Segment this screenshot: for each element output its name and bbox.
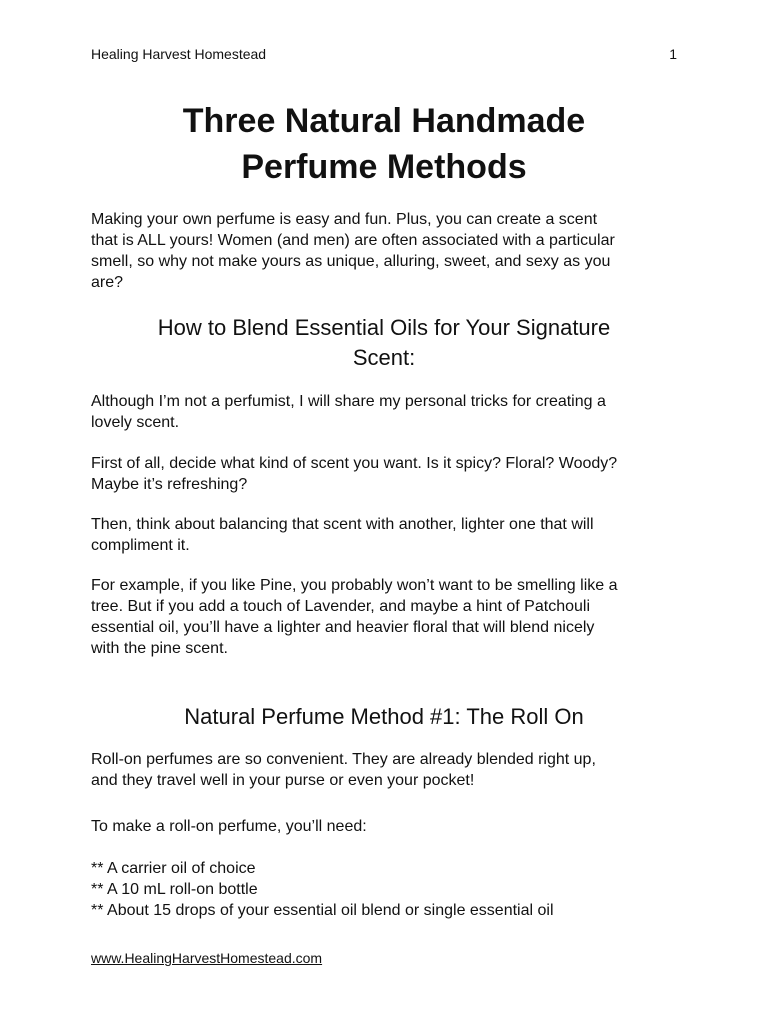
blend-p1-line-1: Although I’m not a perfumist, I will share my personal tricks for creating a <box>91 393 606 410</box>
page-number: 1 <box>669 46 677 62</box>
blend-p4-line-3: essential oil, you’ll have a lighter and heavier floral that will blend nicely <box>91 619 595 636</box>
blend-paragraph-4 <box>91 575 691 659</box>
list-item: ** A carrier oil of choice <box>91 860 256 877</box>
blend-p4-line-4: with the pine scent. <box>91 640 228 657</box>
intro-paragraph <box>91 209 691 293</box>
intro-line-4: are? <box>91 274 124 291</box>
blend-paragraph-1 <box>91 391 691 433</box>
intro-line-2: that is ALL yours! Women (and men) are often associated with a particular <box>91 232 615 249</box>
site-name: Healing Harvest Homestead <box>91 46 267 62</box>
blend-heading-line-2: Scent: <box>352 345 416 370</box>
blend-p2-line-1: First of all, decide what kind of scent you want. Is it spicy? Floral? Woody? <box>91 455 618 472</box>
title-line-1: Three Natural Handmade <box>182 102 586 140</box>
page-header <box>91 46 677 62</box>
blend-p4-line-2: tree. But if you add a touch of Lavender, and maybe a hint of Patchouli <box>91 598 590 615</box>
roll-on-paragraph-1 <box>91 749 691 791</box>
roll-on-heading: Natural Perfume Method #1: The Roll On <box>184 704 584 729</box>
blend-p1-line-2: lovely scent. <box>91 414 180 431</box>
blend-p3-line-2: compliment it. <box>91 537 190 554</box>
blend-p4-line-1: For example, if you like Pine, you probably won’t want to be smelling like a <box>91 577 618 594</box>
document-title <box>60 98 708 190</box>
blend-heading-line-1: How to Blend Essential Oils for Your Signature <box>157 315 611 340</box>
list-item: ** A 10 mL roll-on bottle <box>91 881 258 898</box>
supplies-list <box>91 858 691 921</box>
roll-on-p2: To make a roll-on perfume, you’ll need: <box>91 818 367 835</box>
roll-on-paragraph-2 <box>91 816 691 837</box>
blend-p3-line-1: Then, think about balancing that scent with another, lighter one that will <box>91 516 594 533</box>
footer-website-link[interactable]: www.HealingHarvestHomestead.com <box>91 950 323 966</box>
blend-paragraph-2 <box>91 453 691 495</box>
intro-line-1: Making your own perfume is easy and fun. Plus, you can create a scent <box>91 211 598 228</box>
intro-line-3: smell, so why not make yours as unique, alluring, sweet, and sexy as you <box>91 253 611 270</box>
section-heading-blend <box>91 313 677 373</box>
blend-paragraph-3 <box>91 514 691 556</box>
roll-on-p1-line-2: and they travel well in your purse or even your pocket! <box>91 772 475 789</box>
roll-on-p1-line-1: Roll-on perfumes are so convenient. They are already blended right up, <box>91 751 596 768</box>
title-line-2: Perfume Methods <box>241 148 527 186</box>
list-item: ** About 15 drops of your essential oil blend or single essential oil <box>91 902 554 919</box>
blend-p2-line-2: Maybe it’s refreshing? <box>91 476 248 493</box>
section-heading-roll-on <box>91 702 677 732</box>
